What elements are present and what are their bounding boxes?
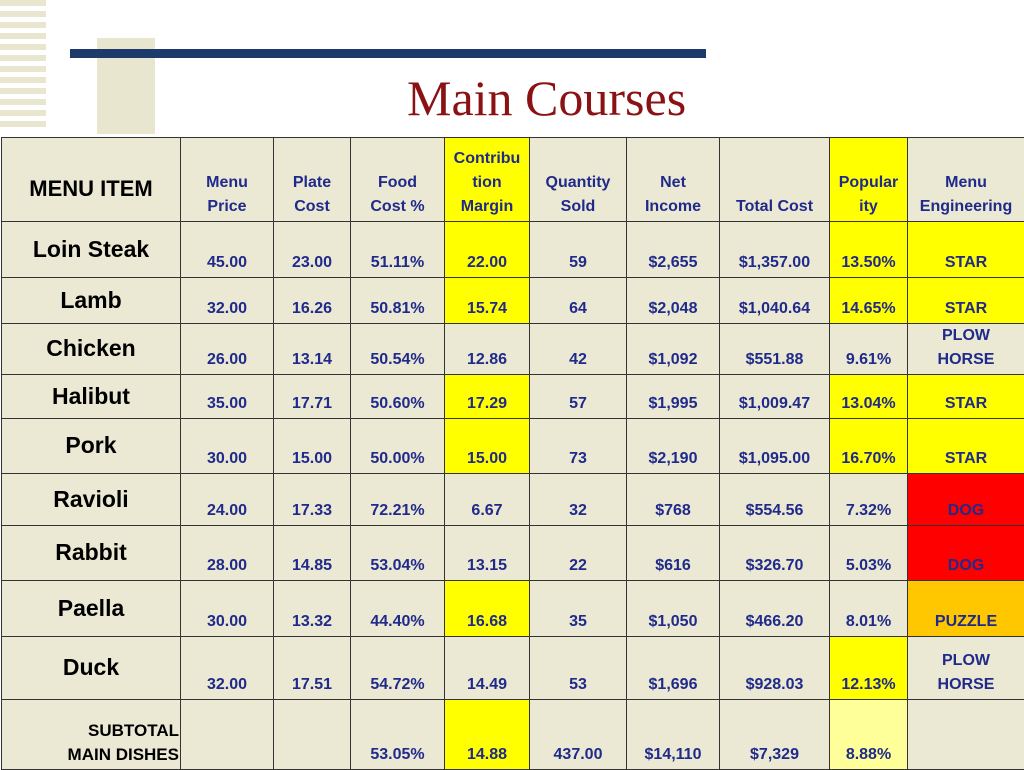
popularity: 9.61% <box>830 324 908 375</box>
popularity: 12.13% <box>830 637 908 700</box>
subtotal-popularity: 8.88% <box>830 700 908 770</box>
food-cost: 44.40% <box>351 581 445 637</box>
contribution-margin: 17.29 <box>445 375 530 419</box>
header-menu-engineering: Menu Engineering <box>908 138 1024 222</box>
title-accent-bar <box>70 49 706 58</box>
header-menu-item: MENU ITEM <box>2 138 181 222</box>
popularity: 16.70% <box>830 419 908 474</box>
header-plate-cost: Plate Cost <box>274 138 351 222</box>
table-row <box>2 278 1024 324</box>
table-row <box>2 637 1024 700</box>
food-cost: 50.00% <box>351 419 445 474</box>
total-cost: $928.03 <box>720 637 830 700</box>
menu-price: 30.00 <box>181 419 274 474</box>
net-income: $2,655 <box>627 222 720 278</box>
subtotal-menu-price <box>181 700 274 770</box>
header-net-income: Net Income <box>627 138 720 222</box>
table-row <box>2 526 1024 581</box>
menu-engineering-class: STAR <box>908 419 1024 474</box>
menu-engineering-class: PLOW HORSE <box>908 637 1024 700</box>
contribution-margin: 14.49 <box>445 637 530 700</box>
menu-engineering-class: DOG <box>908 526 1024 581</box>
header-row <box>2 138 1024 222</box>
menu-price: 45.00 <box>181 222 274 278</box>
subtotal-food-cost: 53.05% <box>351 700 445 770</box>
page-title: Main Courses <box>407 73 686 123</box>
menu-price: 26.00 <box>181 324 274 375</box>
subtotal-total-cost: $7,329 <box>720 700 830 770</box>
plate-cost: 17.71 <box>274 375 351 419</box>
quantity-sold: 42 <box>530 324 627 375</box>
plate-cost: 23.00 <box>274 222 351 278</box>
popularity: 5.03% <box>830 526 908 581</box>
total-cost: $1,095.00 <box>720 419 830 474</box>
subtotal-row <box>2 700 1024 770</box>
table-row <box>2 375 1024 419</box>
menu-item-name: Lamb <box>2 278 181 324</box>
net-income: $768 <box>627 474 720 526</box>
plate-cost: 13.14 <box>274 324 351 375</box>
contribution-margin: 16.68 <box>445 581 530 637</box>
menu-engineering-class: STAR <box>908 222 1024 278</box>
quantity-sold: 73 <box>530 419 627 474</box>
food-cost: 51.11% <box>351 222 445 278</box>
menu-engineering-class: PLOW HORSE <box>908 324 1024 375</box>
food-cost: 72.21% <box>351 474 445 526</box>
menu-price: 24.00 <box>181 474 274 526</box>
total-cost: $1,357.00 <box>720 222 830 278</box>
header-contribution-margin: Contribu tion Margin <box>445 138 530 222</box>
total-cost: $551.88 <box>720 324 830 375</box>
quantity-sold: 32 <box>530 474 627 526</box>
contribution-margin: 6.67 <box>445 474 530 526</box>
menu-item-name: Duck <box>2 637 181 700</box>
header-total-cost: Total Cost <box>720 138 830 222</box>
menu-item-name: Rabbit <box>2 526 181 581</box>
contribution-margin: 22.00 <box>445 222 530 278</box>
menu-engineering-class: STAR <box>908 375 1024 419</box>
menu-price: 30.00 <box>181 581 274 637</box>
subtotal-quantity-sold: 437.00 <box>530 700 627 770</box>
header-food-cost: Food Cost % <box>351 138 445 222</box>
popularity: 14.65% <box>830 278 908 324</box>
food-cost: 54.72% <box>351 637 445 700</box>
menu-engineering-class: STAR <box>908 278 1024 324</box>
menu-item-name: Paella <box>2 581 181 637</box>
menu-item-name: Loin Steak <box>2 222 181 278</box>
popularity: 13.50% <box>830 222 908 278</box>
menu-engineering-table <box>1 137 1024 770</box>
quantity-sold: 59 <box>530 222 627 278</box>
net-income: $1,696 <box>627 637 720 700</box>
menu-price: 28.00 <box>181 526 274 581</box>
total-cost: $326.70 <box>720 526 830 581</box>
quantity-sold: 22 <box>530 526 627 581</box>
quantity-sold: 53 <box>530 637 627 700</box>
menu-item-name: Chicken <box>2 324 181 375</box>
header-menu-price: Menu Price <box>181 138 274 222</box>
menu-engineering-class: PUZZLE <box>908 581 1024 637</box>
decorative-stripes <box>0 0 46 132</box>
plate-cost: 17.51 <box>274 637 351 700</box>
plate-cost: 13.32 <box>274 581 351 637</box>
net-income: $1,050 <box>627 581 720 637</box>
subtotal-net-income: $14,110 <box>627 700 720 770</box>
contribution-margin: 13.15 <box>445 526 530 581</box>
popularity: 8.01% <box>830 581 908 637</box>
quantity-sold: 64 <box>530 278 627 324</box>
subtotal-menu-engineering <box>908 700 1024 770</box>
table-row <box>2 581 1024 637</box>
total-cost: $1,040.64 <box>720 278 830 324</box>
net-income: $616 <box>627 526 720 581</box>
net-income: $2,048 <box>627 278 720 324</box>
plate-cost: 14.85 <box>274 526 351 581</box>
menu-price: 32.00 <box>181 278 274 324</box>
menu-item-name: Halibut <box>2 375 181 419</box>
header-quantity-sold: Quantity Sold <box>530 138 627 222</box>
table-row <box>2 324 1024 375</box>
net-income: $1,995 <box>627 375 720 419</box>
subtotal-label: SUBTOTAL MAIN DISHES <box>2 700 181 770</box>
subtotal-contribution-margin: 14.88 <box>445 700 530 770</box>
menu-item-name: Ravioli <box>2 474 181 526</box>
food-cost: 50.81% <box>351 278 445 324</box>
popularity: 7.32% <box>830 474 908 526</box>
menu-price: 35.00 <box>181 375 274 419</box>
contribution-margin: 15.74 <box>445 278 530 324</box>
quantity-sold: 57 <box>530 375 627 419</box>
food-cost: 50.60% <box>351 375 445 419</box>
menu-price: 32.00 <box>181 637 274 700</box>
plate-cost: 15.00 <box>274 419 351 474</box>
table-row <box>2 474 1024 526</box>
total-cost: $466.20 <box>720 581 830 637</box>
popularity: 13.04% <box>830 375 908 419</box>
net-income: $1,092 <box>627 324 720 375</box>
header-popularity: Popular ity <box>830 138 908 222</box>
net-income: $2,190 <box>627 419 720 474</box>
food-cost: 53.04% <box>351 526 445 581</box>
table-row <box>2 419 1024 474</box>
contribution-margin: 12.86 <box>445 324 530 375</box>
plate-cost: 17.33 <box>274 474 351 526</box>
menu-item-name: Pork <box>2 419 181 474</box>
total-cost: $554.56 <box>720 474 830 526</box>
contribution-margin: 15.00 <box>445 419 530 474</box>
total-cost: $1,009.47 <box>720 375 830 419</box>
plate-cost: 16.26 <box>274 278 351 324</box>
menu-engineering-class: DOG <box>908 474 1024 526</box>
table-row <box>2 222 1024 278</box>
subtotal-plate-cost <box>274 700 351 770</box>
food-cost: 50.54% <box>351 324 445 375</box>
quantity-sold: 35 <box>530 581 627 637</box>
